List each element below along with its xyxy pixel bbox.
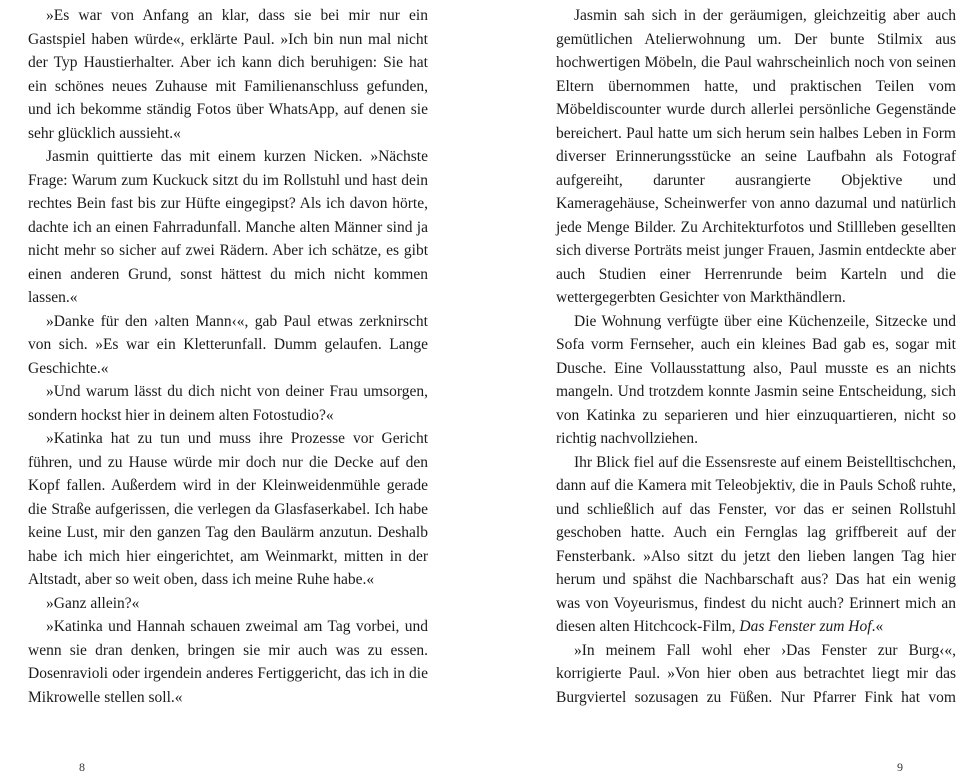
right-page-text	[556, 4, 956, 709]
paragraph-text-end: .«	[871, 618, 884, 635]
paragraph: »Katinka und Hannah schauen zweimal am Tag vorbei, und wenn sie dran denken, bringen sie mir auch was zu essen. Dosenravioli oder irgendein anderes Fertiggericht, das ich in die Mikrowelle stellen soll.«	[28, 618, 428, 706]
paragraph: Jasmin sah sich in der geräumigen, gleichzeitig aber auch gemütlichen Atelierwohnung um. Der bunte Stilmix aus hochwertigen Möbeln, die Paul wahrscheinlich noch von seinen Eltern übernommen hatte, und praktischen Teilen vom Möbeldiscounter wurde durch allerlei persönliche Gegenstände bereichert. Paul hatte um sich herum sein halbes Leben in Form diverser Erinnerungsstücke an seine Laufbahn als Fotograf aufgereiht, darunter ausrangierte Objektive und Kameragehäuse, Scheinwerfer von anno dazumal und natürlich jede Menge Bilder. Zu Architekturfotos und Stillleben gesellten sich diverse Porträts meist junger Frauen, Jasmin entdeckte aber auch Studien einer Herrenrunde beim Karteln und die wettergegerbten Gesichter von Markthändlern.	[556, 7, 956, 306]
paragraph: Die Wohnung verfügte über eine Küchenzeile, Sitzecke und Sofa vorm Fernseher, auch ein kleines Bad gab es, sogar mit Dusche. Eine Vollausstattung also, Paul musste es an nichts mangeln. Und trotzdem konnte Jasmin seine Entscheidung, sich von Katinka zu separieren und hier einzuquartieren, nicht so richtig nachvollziehen.	[556, 312, 956, 447]
left-page-text	[28, 4, 428, 709]
paragraph-text: Ihr Blick fiel auf die Essensreste auf einem Beistelltischchen, dann auf die Kamera mit Teleobjektiv, die in Pauls Schoß ruhte, und schließlich auf das Fenster, vor das er seinen Rollstuhl geschoben hatte. Auch ein Fernglas lag griffbereit auf der Fensterbank. »Also sitzt du jetzt den lieben langen Tag hier herum und spähst die Nachbarschaft aus? Das hat ein wenig was von Voyeurismus, findest du nicht auch? Erinnert mich an diesen alten Hitchcock-Film,	[556, 453, 956, 635]
left-page	[28, 0, 428, 782]
paragraph: »Katinka hat zu tun und muss ihre Prozesse vor Gericht führen, und zu Hause würde mir doch nur die Decke auf den Kopf fallen. Außerdem wird in der Kleinweidenmühle gerade die Straße aufgerissen, die verlegen da Glasfaserkabel. Ich habe keine Lust, mir den ganzen Tag den Baulärm anzutun. Deshalb habe ich mich hier eingerichtet, am Weinmarkt, mitten in der Altstadt, aber so weit oben, dass ich meine Ruhe habe.«	[28, 430, 428, 588]
film-title: Das Fenster zum Hof	[739, 618, 872, 635]
page-number-left: 8	[79, 760, 85, 774]
paragraph: »In meinem Fall wohl eher ›Das Fenster zur Burg‹«, korrigierte Paul. »Von hier oben aus betrachtet liegt mir das Burgviertel sozusagen zu Füßen. Nur Pfarrer Fink hat vom	[556, 641, 956, 706]
paragraph	[556, 451, 956, 639]
paragraph: »Und warum lässt du dich nicht von deiner Frau umsorgen, sondern hockst hier in deinem alten Fotostudio?«	[28, 383, 428, 424]
paragraph: »Es war von Anfang an klar, dass sie bei mir nur ein Gastspiel haben würde«, erklärte Paul. »Ich bin nun mal nicht der Typ Haustierhalter. Aber ich kann dich beruhigen: Sie hat ein schönes neues Zuhause mit Familienanschluss gefunden, und ich bekomme ständig Fotos über WhatsApp, auf denen sie sehr glücklich aussieht.«	[28, 7, 428, 142]
right-page	[556, 0, 956, 782]
paragraph: »Ganz allein?«	[46, 594, 140, 612]
page-number-right: 9	[897, 760, 903, 774]
paragraph: »Danke für den ›alten Mann‹«, gab Paul etwas zerknirscht von sich. »Es war ein Kletterunfall. Dumm gelaufen. Lange Geschichte.«	[28, 312, 428, 377]
paragraph: Jasmin quittierte das mit einem kurzen Nicken. »Nächste Frage: Warum zum Kuckuck sitzt du im Rollstuhl und hast dein rechtes Bein fast bis zur Hüfte eingegipst? Als ich davon hörte, dachte ich an einen Fahrradunfall. Manche alten Männer sind ja nicht mehr so sicher auf zwei Rädern. Aber ich schätze, es gibt einen anderen Grund, sonst hättest du mich nicht kommen lassen.«	[28, 148, 428, 306]
